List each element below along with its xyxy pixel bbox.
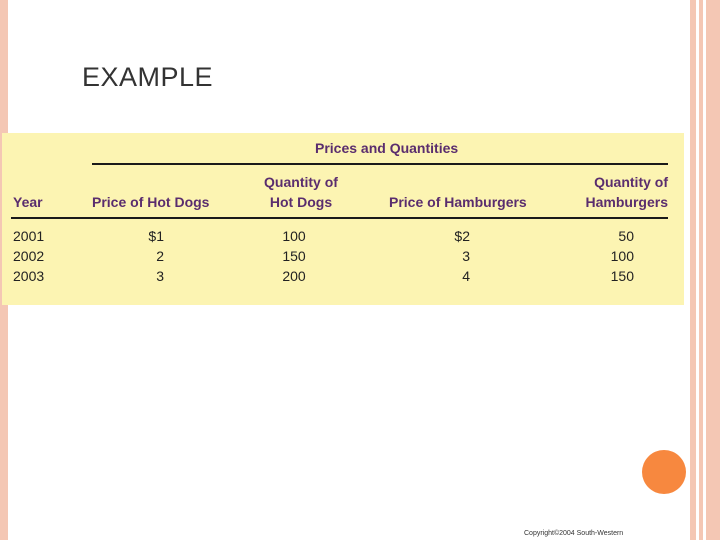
cell-year: 2001 bbox=[13, 228, 45, 244]
accent-circle bbox=[642, 450, 686, 494]
right-accent-bar bbox=[706, 0, 720, 540]
cell-price-hamburgers: 4 bbox=[462, 268, 470, 284]
caption-rule bbox=[92, 163, 668, 165]
cell-year: 2002 bbox=[13, 248, 45, 264]
cell-qty-hamburgers: 100 bbox=[610, 248, 634, 264]
header-price-hamburgers: Price of Hamburgers bbox=[389, 194, 527, 210]
right-accent-bar bbox=[699, 0, 703, 540]
cell-qty-hot-dogs: 200 bbox=[282, 268, 306, 284]
cell-price-hot-dogs: 2 bbox=[156, 248, 164, 264]
cell-qty-hot-dogs: 150 bbox=[282, 248, 306, 264]
cell-qty-hamburgers: 150 bbox=[610, 268, 634, 284]
cell-price-hamburgers: $2 bbox=[454, 228, 470, 244]
cell-qty-hamburgers: 50 bbox=[618, 228, 634, 244]
header-year: Year bbox=[13, 194, 43, 210]
slide-title: EXAMPLE bbox=[82, 62, 214, 92]
header-qty-hamburgers-line2: Hamburgers bbox=[585, 194, 668, 210]
header-qty-hot-dogs-line1: Quantity of bbox=[264, 174, 338, 190]
prices-quantities-table bbox=[2, 133, 684, 305]
cell-price-hamburgers: 3 bbox=[462, 248, 470, 264]
header-qty-hamburgers-line1: Quantity of bbox=[594, 174, 668, 190]
copyright-notice: Copyright©2004 South-Western bbox=[524, 530, 624, 537]
cell-qty-hot-dogs: 100 bbox=[282, 228, 306, 244]
cell-year: 2003 bbox=[13, 268, 45, 284]
header-rule bbox=[11, 217, 668, 219]
table-caption: Prices and Quantities bbox=[315, 140, 459, 156]
right-accent-bar bbox=[690, 0, 696, 540]
header-qty-hot-dogs-line2: Hot Dogs bbox=[269, 194, 333, 210]
header-price-hot-dogs: Price of Hot Dogs bbox=[92, 194, 210, 210]
cell-price-hot-dogs: $1 bbox=[148, 228, 164, 244]
cell-price-hot-dogs: 3 bbox=[156, 268, 164, 284]
